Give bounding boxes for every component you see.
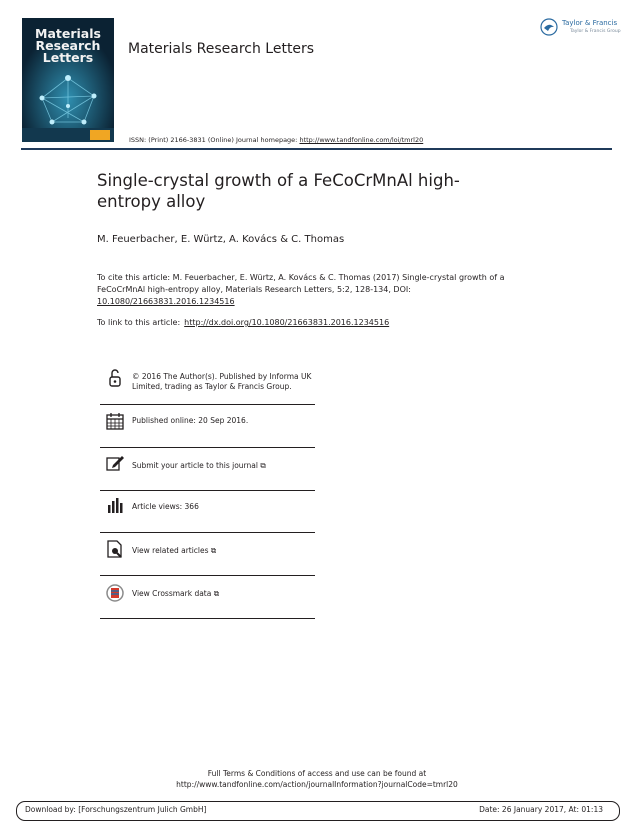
issn-text: ISSN: (Print) 2166-3831 (Online) Journal homepage: xyxy=(129,136,300,144)
crossmark-label: View Crossmark data xyxy=(132,589,212,598)
issn-line xyxy=(129,136,423,144)
article-authors: M. Feuerbacher, E. Würtz, A. Kovács & C. Thomas xyxy=(97,234,345,245)
submit-article-link[interactable] xyxy=(132,461,317,471)
related-articles-row[interactable] xyxy=(100,538,315,570)
crossmark-link[interactable] xyxy=(132,589,317,599)
bar-chart-icon xyxy=(105,495,125,515)
published-row xyxy=(100,410,315,440)
info-divider xyxy=(100,575,315,576)
article-link-url[interactable]: http://dx.doi.org/10.1080/21663831.2016.1234516 xyxy=(184,318,390,327)
edit-pencil-icon xyxy=(105,453,125,473)
license-row xyxy=(100,368,315,404)
citation-block xyxy=(97,272,517,308)
citation-text: To cite this article: M. Feuerbacher, E. Würtz, A. Kovács & C. Thomas (2017) Single-crystal growth of a FeCoCrMnAl high-entropy alloy, Materials Research Letters, 5:2, 128-134, DOI: xyxy=(97,273,505,294)
external-link-icon: ⧉ xyxy=(210,546,217,555)
info-divider xyxy=(100,447,315,448)
crossmark-icon xyxy=(105,583,125,603)
info-divider xyxy=(100,490,315,491)
terms-url[interactable]: http://www.tandfonline.com/action/journalInformation?journalCode=tmrl20 xyxy=(176,780,458,789)
publisher-logo-icon xyxy=(540,18,558,36)
calendar-icon xyxy=(105,411,125,431)
submit-article-label: Submit your article to this journal xyxy=(132,461,258,470)
journal-name: Materials Research Letters xyxy=(128,41,315,57)
related-articles-label: View related articles xyxy=(132,546,209,555)
external-link-icon: ⧉ xyxy=(213,589,220,598)
download-date: Date: 26 January 2017, At: 01:13 xyxy=(479,805,603,814)
external-link-icon: ⧉ xyxy=(260,461,266,470)
open-access-lock-icon xyxy=(105,368,125,388)
info-divider xyxy=(100,618,315,619)
article-views-row xyxy=(100,495,315,527)
publisher-logo-subtext: Taylor & Francis Group xyxy=(570,29,621,34)
open-access-badge xyxy=(90,130,110,140)
related-articles-search-icon xyxy=(105,539,125,559)
article-link-label: To link to this article: xyxy=(97,318,181,327)
publisher-logo xyxy=(540,18,620,40)
crossmark-row[interactable] xyxy=(100,582,315,612)
article-title: Single-crystal growth of a FeCoCrMnAl high-entropy alloy xyxy=(97,171,460,211)
article-views: Article views: 366 xyxy=(132,502,199,511)
downloaded-by: Download by: [Forschungszentrum Julich GmbH] xyxy=(25,805,207,814)
journal-homepage-link[interactable]: http://www.tandfonline.com/loi/tmrl20 xyxy=(299,136,424,144)
article-link-line xyxy=(97,318,389,327)
terms-line-1: Full Terms & Conditions of access and use can be found at xyxy=(207,769,427,778)
download-info-bar xyxy=(16,801,620,821)
citation-doi-link[interactable]: 10.1080/21663831.2016.1234516 xyxy=(97,297,235,306)
header-divider xyxy=(21,148,612,150)
related-articles-link[interactable] xyxy=(132,546,317,556)
published-date: Published online: 20 Sep 2016. xyxy=(132,416,249,425)
cover-title: Materials Research Letters xyxy=(35,26,101,65)
publisher-logo-text: Taylor & Francis xyxy=(562,19,618,27)
terms-notice xyxy=(0,768,634,790)
info-divider xyxy=(100,404,315,405)
journal-cover-image xyxy=(22,18,114,142)
info-divider xyxy=(100,532,315,533)
license-text: © 2016 The Author(s). Published by Informa UK Limited, trading as Taylor & Francis Group. xyxy=(132,372,312,391)
submit-article-row[interactable] xyxy=(100,452,315,484)
